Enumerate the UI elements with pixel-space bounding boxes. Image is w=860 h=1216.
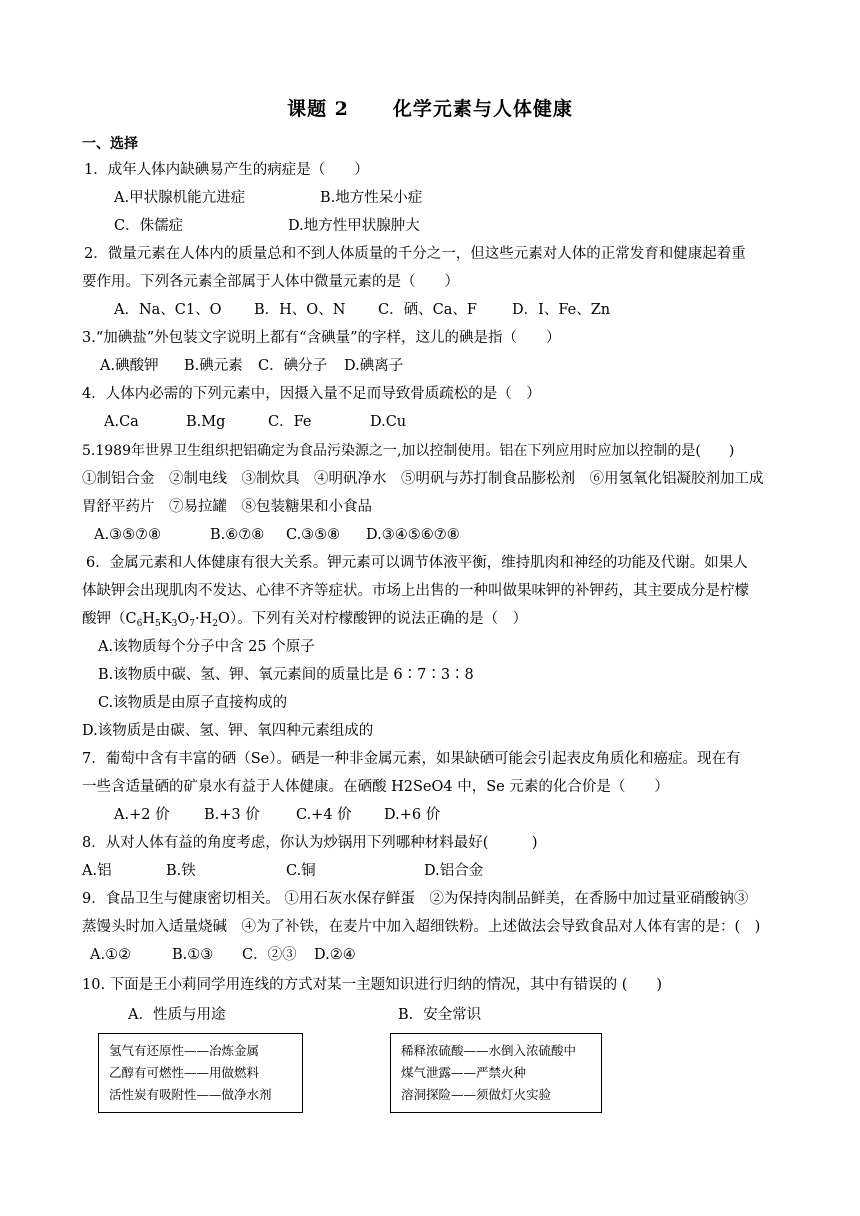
question-7-option-b: B.+3 价 — [204, 807, 260, 823]
page-title — [0, 94, 860, 121]
question-1-stem: 1．成年人体内缺碘易产生的病症是（ ） — [84, 162, 369, 178]
question-7-option-a: A.+2 价 — [114, 807, 170, 823]
question-5-stem-line1: 5.1989年世界卫生组织把铝确定为食品污染源之一,加以控制使用。铝在下列应用时应加以控制的是( ) — [82, 443, 735, 459]
question-9-option-b: B.①③ — [172, 947, 214, 963]
question-10-box-b — [390, 1033, 602, 1113]
question-6-stem-line3: 酸钾$(C_6H_5K_3O_7\cdot H_2O)$。下列有关对柠檬酸钾的说法正确的是（ ） — [82, 611, 528, 629]
question-10-label-b: B．安全常识 — [398, 1007, 482, 1023]
question-8-option-c: C.铜 — [286, 863, 316, 879]
question-3-option-a: A.碘酸钾 — [100, 358, 159, 374]
question-7-stem-line2: 一些含适量硒的矿泉水有益于人体健康。在硒酸 H2SeO4 中，Se 元素的化合价是（ ） — [82, 779, 669, 795]
question-7-option-c: C.+4 价 — [296, 807, 352, 823]
question-6-option-b: B.该物质中碳、氢、钾、氧元素间的质量比是 6∶7∶3∶8 — [98, 667, 474, 683]
box-b-line-2: 煤气泄露——严禁火种 — [401, 1065, 527, 1080]
question-5-stem-line2: ①制铝合金 ②制电线 ③制炊具 ④明矾净水 ⑤明矾与苏打制食品膨松剂 ⑥用氢氧化铝凝胶剂加工成 — [82, 471, 764, 487]
question-6-option-a: A.该物质每个分子中含 25 个原子 — [98, 639, 315, 655]
question-8-option-b: B.铁 — [166, 863, 196, 879]
question-4-stem: 4．人体内必需的下列元素中，因摄入量不足而导致骨质疏松的是（ ） — [82, 386, 541, 402]
question-3-option-c: C．碘分子 — [258, 358, 328, 374]
question-6-stem-line2: 体缺钾会出现肌肉不发达、心律不齐等症状。市场上出售的一种叫做果味钾的补钾药，其主要成分是柠檬 — [82, 583, 749, 599]
question-6-option-d: D.该物质是由碳、氢、钾、氧四种元素组成的 — [82, 723, 374, 739]
question-6-stem-line1: 6．金属元素和人体健康有很大关系。钾元素可以调节体液平衡，维持肌肉和神经的功能及代谢。如果人 — [86, 555, 748, 571]
question-3-stem: 3.“加碘盐”外包装文字说明上都有“含碘量”的字样，这儿的碘是指（ ） — [82, 330, 561, 346]
question-5-option-a: A.③⑤⑦⑧ — [94, 527, 162, 543]
question-9-option-c: C．②③ — [242, 947, 297, 963]
question-2-stem-line1: 2．微量元素在人体内的质量总和不到人体质量的千分之一，但这些元素对人体的正常发育和健康起着重 — [84, 246, 746, 262]
question-2-option-c: C．硒、Ca、F — [378, 302, 477, 318]
title-lesson: 课题 2 — [287, 98, 349, 120]
question-9-option-a: A.①② — [90, 947, 132, 963]
section-heading: 一、选择 — [82, 136, 138, 152]
question-1-option-a: A.甲状腺机能亢进症 — [114, 190, 246, 206]
question-9-stem-line1: 9．食品卫生与健康密切相关。 ①用石灰水保存鲜蛋 ②为保持肉制品鲜美，在香肠中加过量亚硝酸钠③ — [82, 891, 749, 907]
question-4-option-a: A.Ca — [104, 414, 139, 430]
title-topic: 化学元素与人体健康 — [392, 98, 573, 120]
question-5-option-c: C.③⑤⑧ — [286, 527, 341, 543]
question-9-stem-line2: 蒸馒头时加入适量烧碱 ④为了补铁，在麦片中加入超细铁粉。上述做法会导致食品对人体有害的是：( ) — [82, 919, 761, 935]
question-2-option-a: A．Na、C1、O — [114, 302, 222, 318]
question-1-option-b: B.地方性呆小症 — [320, 190, 423, 206]
question-10-box-a — [98, 1033, 303, 1113]
question-7-stem-line1: 7．葡萄中含有丰富的硒（Se）。硒是一种非金属元素，如果缺硒可能会引起表皮角质化和癌症。现在有 — [82, 751, 741, 767]
question-6-option-c: C.该物质是由原子直接构成的 — [98, 695, 288, 711]
question-5-option-d: D.③④⑤⑥⑦⑧ — [366, 527, 460, 543]
question-3-option-d: D.碘离子 — [344, 358, 404, 374]
question-5-option-b: B.⑥⑦⑧ — [210, 527, 265, 543]
box-b-line-1: 稀释浓硫酸——水倒入浓硫酸中 — [401, 1043, 577, 1058]
question-1-option-d: D.地方性甲状腺肿大 — [288, 218, 420, 234]
box-b-line-3: 溶洞探险——须做灯火实验 — [401, 1087, 552, 1102]
question-2-option-b: B．H、O、N — [254, 302, 346, 318]
question-7-option-d: D.+6 价 — [384, 807, 441, 823]
box-a-line-2: 乙醇有可燃性——用做燃料 — [109, 1065, 260, 1080]
question-3-option-b: B.碘元素 — [184, 358, 243, 374]
question-2-option-d: D．I、Fe、Zn — [512, 302, 611, 318]
box-a-line-3: 活性炭有吸附性——做净水剂 — [109, 1087, 272, 1102]
question-4-option-c: C．Fe — [268, 414, 312, 430]
question-8-stem: 8．从对人体有益的角度考虑，你认为炒锅用下列哪种材料最好( ) — [82, 835, 538, 851]
question-8-option-d: D.铝合金 — [424, 863, 484, 879]
question-4-option-b: B.Mg — [186, 414, 226, 430]
question-2-stem-line2: 要作用。下列各元素全部属于人体中微量元素的是（ ） — [82, 274, 459, 290]
question-8-option-a: A.铝 — [82, 863, 112, 879]
question-1-option-c: C．侏儒症 — [114, 218, 184, 234]
question-10-stem: 10. 下面是王小莉同学用连线的方式对某一主题知识进行归纳的情况，其中有错误的 ( ) — [82, 977, 663, 993]
question-9-option-d: D.②④ — [314, 947, 356, 963]
box-a-line-1: 氢气有还原性——冶炼金属 — [109, 1043, 260, 1058]
question-10-label-a: A．性质与用途 — [128, 1007, 226, 1023]
question-5-stem-line3: 胃舒平药片 ⑦易拉罐 ⑧包装糖果和小食品 — [82, 499, 372, 515]
question-4-option-d: D.Cu — [370, 414, 407, 430]
